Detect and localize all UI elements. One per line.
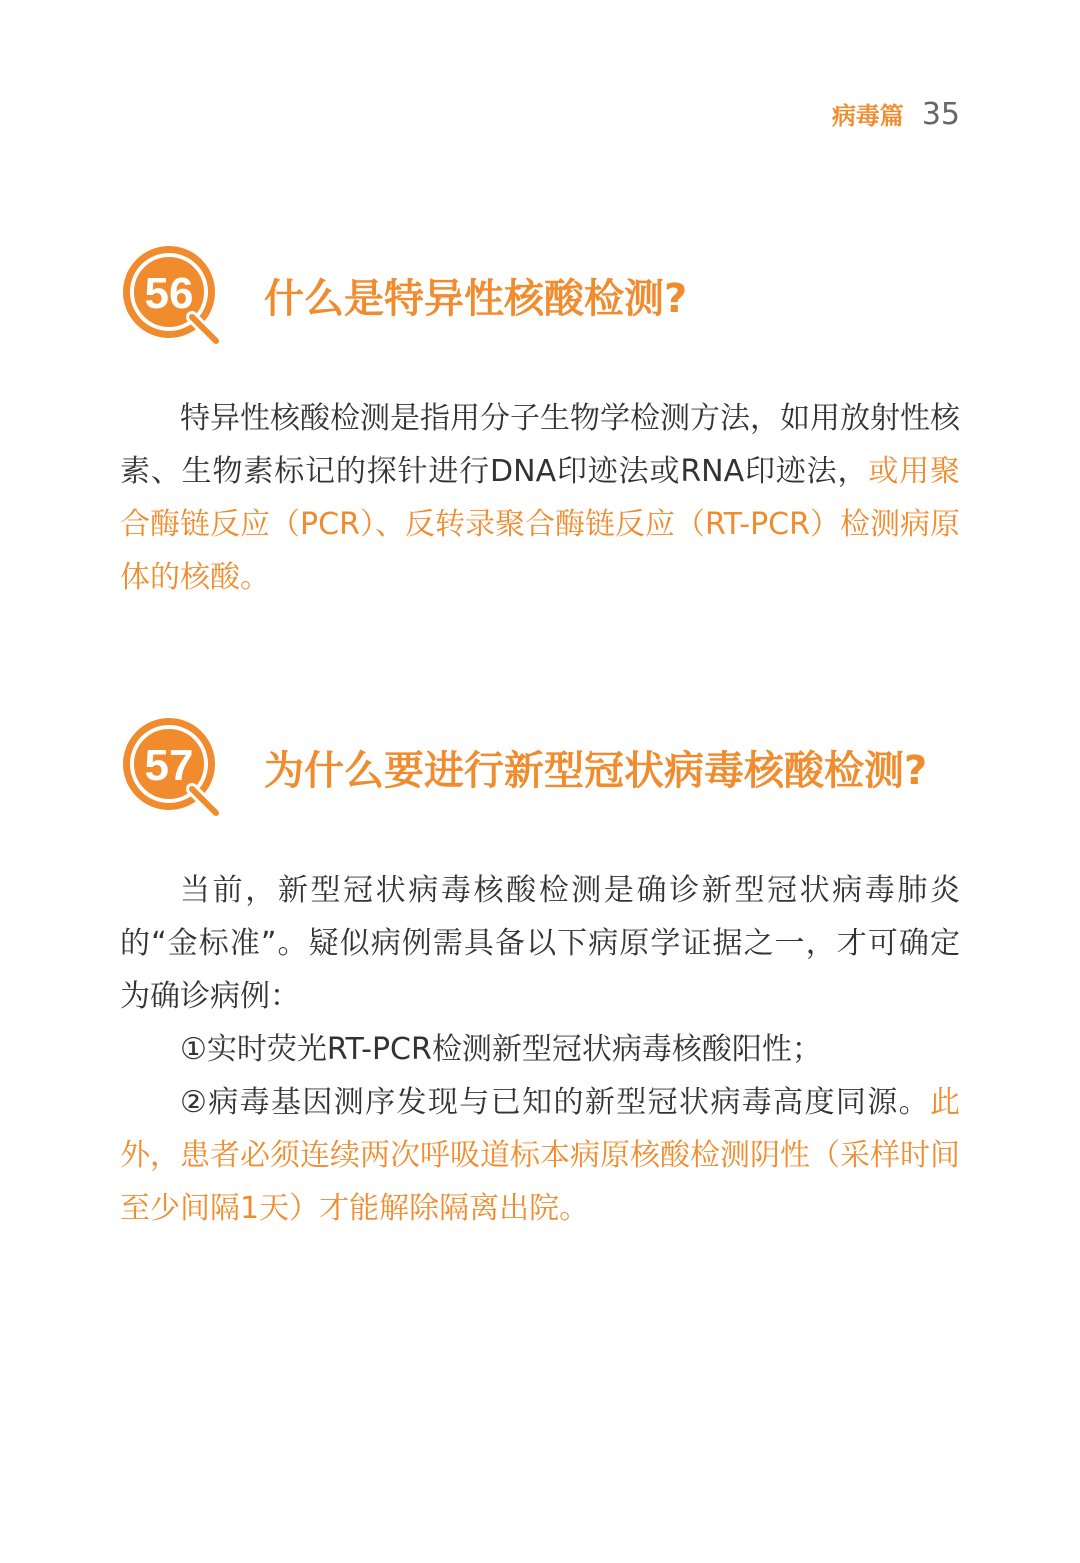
answer-highlight: 此外，患者必须连续两次呼吸道标本病原核酸检测阴性（采样时间至少间隔1天）才能解除隔离出院。 [120, 1085, 960, 1226]
question-title: 为什么要进行新型冠状病毒核酸检测? [264, 747, 928, 794]
answer-text [120, 864, 960, 1235]
section-name: 病毒篇 [831, 102, 904, 130]
answer-item-2 [120, 1076, 960, 1235]
answer-item-1: ①实时荧光RT-PCR检测新型冠状病毒核酸阳性； [180, 1032, 822, 1067]
question-57 [120, 712, 960, 1235]
answer-paragraph: 当前，新型冠状病毒核酸检测是确诊新型冠状病毒肺炎的“金标准”。疑似病例需具备以下病原学证据之一，才可确定为确诊病例： [120, 873, 960, 1014]
page-number: 35 [921, 97, 960, 132]
question-56 [120, 240, 960, 604]
question-header [120, 240, 960, 350]
answer-highlight: 或用聚合酶链反应（PCR）、反转录聚合酶链反应（RT-PCR）检测病原体的核酸。 [120, 454, 961, 595]
question-title: 什么是特异性核酸检测? [264, 275, 688, 322]
running-header [832, 96, 960, 132]
question-number: 57 [144, 741, 194, 790]
answer-normal: 特异性核酸检测是指用分子生物学检测方法，如用放射性核素、生物素标记的探针进行DNA印迹法或RNA印迹法， [120, 401, 960, 489]
question-number: 56 [144, 269, 194, 318]
magnifier-q-icon [120, 715, 224, 819]
magnifier-q-icon [120, 243, 224, 347]
answer-text [120, 392, 960, 604]
answer-normal: ②病毒基因测序发现与已知的新型冠状病毒高度同源。 [180, 1085, 930, 1120]
question-header [120, 712, 960, 822]
